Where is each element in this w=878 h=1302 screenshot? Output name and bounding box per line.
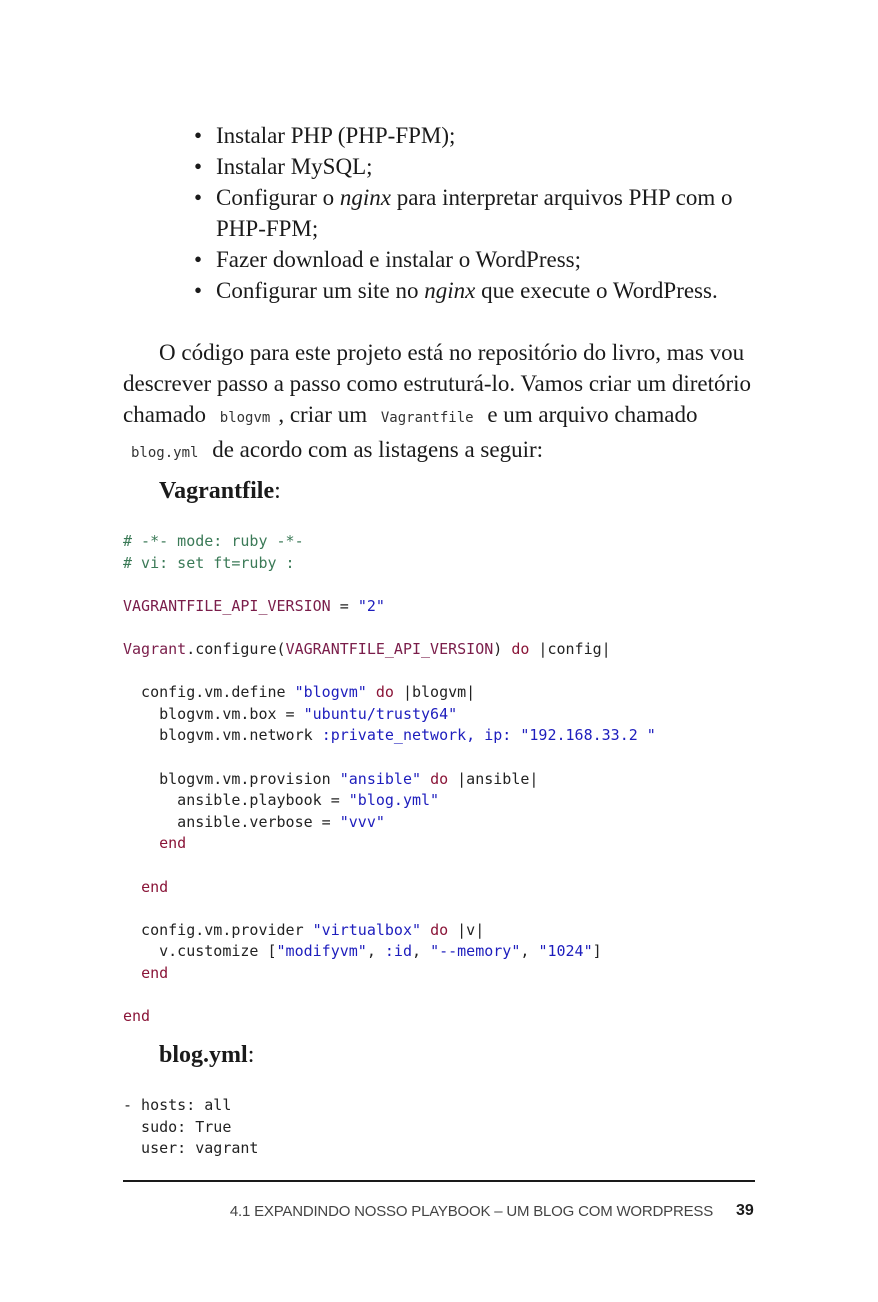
code-line (123, 661, 763, 683)
code-token (123, 834, 159, 852)
code-token: - hosts: all (123, 1096, 232, 1114)
paragraph-text-2: , criar um (278, 402, 373, 427)
code-token: # -*- mode: ruby -*- (123, 532, 304, 550)
code-token: "2" (357, 596, 385, 615)
code-token: |v| (448, 920, 485, 939)
bullet-dot-icon: • (194, 123, 203, 148)
code-line (123, 984, 763, 1006)
code-line (123, 833, 763, 855)
code-line (123, 725, 763, 747)
code-token: :private_network, ip: (321, 726, 521, 745)
code-token: blogvm.vm.network (123, 726, 322, 745)
code-token: ansible.playbook = (123, 791, 349, 810)
footer-section-title: 4.1 EXPANDINDO NOSSO PLAYBOOK – UM BLOG COM WORDPRESS (229, 1203, 713, 1220)
code-line (123, 898, 763, 920)
code-token: do (430, 769, 449, 788)
inline-code-blogvm: blogvm (219, 410, 271, 426)
code-token: do (430, 920, 449, 939)
code-line (123, 812, 763, 834)
code-token: "blog.yml" (348, 791, 440, 810)
code-token: ) (493, 639, 512, 658)
code-token: "virtualbox" (312, 920, 422, 939)
blog-yml-code-block (123, 1095, 763, 1160)
code-token: , (366, 942, 385, 961)
bullet-item (188, 244, 768, 275)
code-token: :id (384, 942, 412, 961)
footer-divider (123, 1180, 755, 1182)
inline-code-vagrantfile: Vagrantfile (380, 410, 474, 426)
page-number: 39 (736, 1202, 754, 1219)
code-token: = (330, 596, 358, 615)
paragraph-text-3: e um arquivo chamado (481, 402, 698, 427)
code-token: VAGRANTFILE_API_VERSION (123, 596, 331, 615)
code-token: |ansible| (448, 769, 539, 788)
bullet-text-pre: Configurar um site no (216, 278, 425, 303)
bullet-item (188, 151, 768, 182)
code-line (123, 1095, 763, 1117)
blog-yml-heading-text: blog.yml (159, 1042, 248, 1068)
bullet-text-post: que execute o WordPress. (475, 278, 718, 303)
code-token: , (412, 942, 431, 961)
code-line (123, 920, 763, 942)
code-token: do (511, 639, 530, 658)
code-line (123, 531, 763, 553)
bullet-item (188, 120, 768, 151)
code-line (123, 553, 763, 575)
code-token: config.vm.define (123, 683, 295, 702)
code-line (123, 877, 763, 899)
code-line (123, 855, 763, 877)
code-token: "blogvm" (294, 683, 367, 702)
paragraph-text-1: O código para este projeto está no repositório do livro, mas vou descrever passo a passo como estruturá-lo. Vamos criar um diretório chamado (123, 340, 752, 427)
code-token: "vvv" (339, 812, 385, 831)
code-token: end (141, 963, 169, 982)
code-line (123, 1117, 763, 1139)
code-token: ] (592, 942, 602, 961)
code-line (123, 574, 763, 596)
code-token: ansible.verbose = (123, 812, 340, 831)
bullet-dot-icon: • (194, 185, 203, 210)
code-token: user: vagrant (123, 1139, 259, 1158)
bullet-dot-icon: • (194, 154, 203, 179)
vagrantfile-heading-text: Vagrantfile (159, 478, 275, 504)
bullet-dot-icon: • (194, 247, 203, 272)
bullet-text-em: nginx (424, 278, 476, 303)
code-token: # vi: set ft=ruby : (123, 553, 295, 572)
code-token (421, 921, 430, 939)
code-line (123, 617, 763, 639)
vagrantfile-heading-colon: : (274, 478, 281, 504)
bullet-dot-icon: • (194, 278, 203, 303)
code-token: end (141, 877, 169, 896)
code-line (123, 596, 763, 618)
bullet-text-pre: Instalar MySQL; (216, 154, 373, 179)
code-token: config.vm.provider (123, 920, 313, 939)
code-token (367, 683, 376, 701)
code-line (123, 1138, 763, 1160)
code-token: , (520, 942, 539, 961)
code-token: "--memory" (430, 942, 521, 961)
code-line (123, 639, 763, 661)
code-token: end (159, 834, 187, 853)
bullet-item (188, 275, 768, 306)
blog-yml-heading (159, 1042, 254, 1069)
paragraph-text-4: de acordo com as listagens a seguir: (206, 437, 544, 462)
code-token (421, 770, 430, 788)
code-token: blogvm.vm.box = (123, 704, 304, 723)
code-token: "ansible" (339, 769, 422, 788)
code-token: "1024" (538, 942, 593, 961)
code-token: |blogvm| (393, 683, 476, 702)
code-token: sudo: True (123, 1117, 232, 1136)
code-token: "modifyvm" (276, 942, 367, 961)
code-token: "192.168.33.2 " (520, 726, 656, 745)
code-token: .configure( (186, 639, 286, 658)
code-token: v.customize [ (123, 942, 277, 961)
code-line (123, 1006, 763, 1028)
code-token: |config| (529, 639, 611, 658)
bullet-item (188, 182, 768, 244)
blog-yml-heading-colon: : (247, 1042, 255, 1068)
code-token: blogvm.vm.provision (123, 769, 340, 788)
code-line (123, 704, 763, 726)
code-token: VAGRANTFILE_API_VERSION (285, 639, 494, 658)
vagrantfile-code-block (123, 531, 763, 1028)
code-token: "ubuntu/trusty64" (303, 704, 458, 723)
code-token (123, 964, 141, 982)
bullet-text-post: para interpretar arquivos PHP com o PHP-FPM; (216, 185, 733, 241)
body-paragraph (123, 337, 763, 469)
code-line (123, 747, 763, 769)
bullet-list (188, 120, 768, 306)
code-token: end (123, 1007, 151, 1026)
bullet-text-pre: Configurar o (216, 185, 340, 210)
code-line (123, 682, 763, 704)
code-token (123, 878, 141, 896)
bullet-text-pre: Instalar PHP (PHP-FPM); (216, 123, 456, 148)
vagrantfile-heading (159, 478, 281, 505)
code-line (123, 963, 763, 985)
code-line (123, 941, 763, 963)
code-token: Vagrant (123, 639, 187, 658)
code-token: do (375, 683, 394, 702)
bullet-text-em: nginx (339, 185, 392, 210)
code-line (123, 769, 763, 791)
inline-code-blog-yml: blog.yml (131, 445, 199, 461)
code-line (123, 790, 763, 812)
bullet-text-pre: Fazer download e instalar o WordPress; (216, 247, 582, 272)
